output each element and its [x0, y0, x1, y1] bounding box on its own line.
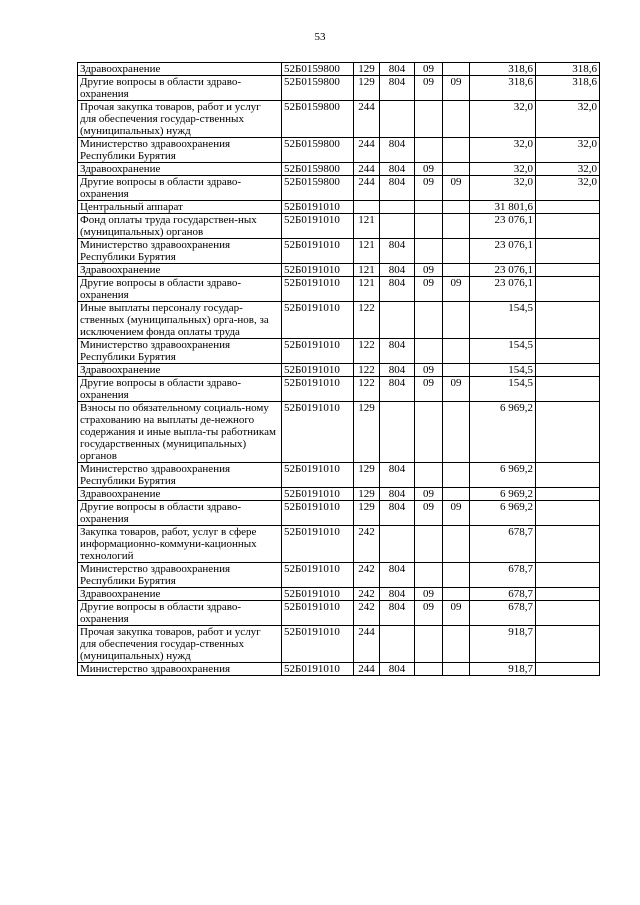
- row-vr-cell: 242: [354, 601, 380, 626]
- row-csr-cell: 52Б0159800: [282, 176, 354, 201]
- row-name-cell: Здравоохранение: [78, 264, 282, 277]
- row-sum1-cell: 154,5: [470, 364, 536, 377]
- row-sum2-cell: [536, 626, 600, 663]
- row-pr-cell: [443, 138, 470, 163]
- table-row: [78, 488, 600, 501]
- row-name-cell: Другие вопросы в области здраво-охранения: [78, 176, 282, 201]
- table-row: [78, 377, 600, 402]
- row-sum2-cell: [536, 601, 600, 626]
- table-row: [78, 339, 600, 364]
- row-sum1-cell: 23 076,1: [470, 214, 536, 239]
- row-sum1-cell: 678,7: [470, 563, 536, 588]
- row-vr-cell: 121: [354, 239, 380, 264]
- row-csr-cell: 52Б0191010: [282, 588, 354, 601]
- row-sum2-cell: [536, 201, 600, 214]
- row-sum1-cell: 918,7: [470, 663, 536, 676]
- row-grbs-cell: [380, 526, 415, 563]
- row-name-cell: Здравоохранение: [78, 63, 282, 76]
- row-csr-cell: 52Б0191010: [282, 601, 354, 626]
- row-sum1-cell: 918,7: [470, 626, 536, 663]
- row-pr-cell: [443, 339, 470, 364]
- table-row: [78, 402, 600, 463]
- row-vr-cell: 122: [354, 302, 380, 339]
- row-sum1-cell: 154,5: [470, 377, 536, 402]
- row-name-cell: Центральный аппарат: [78, 201, 282, 214]
- row-vr-cell: 121: [354, 214, 380, 239]
- row-sum2-cell: 32,0: [536, 101, 600, 138]
- row-vr-cell: 129: [354, 402, 380, 463]
- row-sum1-cell: 154,5: [470, 339, 536, 364]
- row-grbs-cell: 804: [380, 563, 415, 588]
- page-number: 53: [314, 31, 326, 43]
- table-row: [78, 277, 600, 302]
- row-grbs-cell: [380, 302, 415, 339]
- row-pr-cell: [443, 201, 470, 214]
- row-sum2-cell: [536, 377, 600, 402]
- row-rz-cell: [415, 402, 443, 463]
- row-csr-cell: 52Б0159800: [282, 76, 354, 101]
- row-sum1-cell: 23 076,1: [470, 277, 536, 302]
- row-vr-cell: 129: [354, 63, 380, 76]
- row-sum2-cell: 32,0: [536, 163, 600, 176]
- row-csr-cell: 52Б0191010: [282, 526, 354, 563]
- row-pr-cell: [443, 526, 470, 563]
- row-vr-cell: 121: [354, 264, 380, 277]
- row-pr-cell: [443, 563, 470, 588]
- row-grbs-cell: 804: [380, 176, 415, 201]
- row-vr-cell: 122: [354, 364, 380, 377]
- row-vr-cell: 244: [354, 176, 380, 201]
- row-rz-cell: [415, 526, 443, 563]
- row-pr-cell: 09: [443, 377, 470, 402]
- row-grbs-cell: 804: [380, 239, 415, 264]
- row-grbs-cell: 804: [380, 463, 415, 488]
- row-csr-cell: 52Б0191010: [282, 201, 354, 214]
- row-csr-cell: 52Б0191010: [282, 364, 354, 377]
- row-grbs-cell: [380, 201, 415, 214]
- row-pr-cell: [443, 663, 470, 676]
- row-rz-cell: [415, 239, 443, 264]
- row-grbs-cell: 804: [380, 76, 415, 101]
- row-rz-cell: 09: [415, 601, 443, 626]
- table-row: [78, 663, 600, 676]
- table-row: [78, 264, 600, 277]
- row-rz-cell: [415, 214, 443, 239]
- row-sum2-cell: [536, 239, 600, 264]
- row-sum2-cell: 318,6: [536, 63, 600, 76]
- table-row: [78, 302, 600, 339]
- row-pr-cell: [443, 214, 470, 239]
- row-rz-cell: 09: [415, 264, 443, 277]
- row-rz-cell: [415, 663, 443, 676]
- row-sum1-cell: 32,0: [470, 163, 536, 176]
- row-name-cell: Фонд оплаты труда государствен-ных (муниципальных) органов: [78, 214, 282, 239]
- row-sum2-cell: [536, 402, 600, 463]
- row-grbs-cell: [380, 101, 415, 138]
- row-vr-cell: 244: [354, 626, 380, 663]
- row-rz-cell: 09: [415, 76, 443, 101]
- row-csr-cell: 52Б0191010: [282, 302, 354, 339]
- row-name-cell: Министерство здравоохранения Республики Бурятия: [78, 563, 282, 588]
- row-rz-cell: 09: [415, 277, 443, 302]
- row-sum1-cell: 678,7: [470, 588, 536, 601]
- row-pr-cell: 09: [443, 176, 470, 201]
- row-sum1-cell: 678,7: [470, 526, 536, 563]
- row-name-cell: Здравоохранение: [78, 588, 282, 601]
- row-sum1-cell: 32,0: [470, 101, 536, 138]
- row-pr-cell: [443, 588, 470, 601]
- row-csr-cell: 52Б0191010: [282, 663, 354, 676]
- row-grbs-cell: 804: [380, 138, 415, 163]
- row-vr-cell: 242: [354, 563, 380, 588]
- row-grbs-cell: 804: [380, 364, 415, 377]
- table-row: [78, 463, 600, 488]
- row-name-cell: Министерство здравоохранения: [78, 663, 282, 676]
- row-grbs-cell: [380, 402, 415, 463]
- row-csr-cell: 52Б0191010: [282, 264, 354, 277]
- row-rz-cell: 09: [415, 377, 443, 402]
- row-name-cell: Прочая закупка товаров, работ и услуг для обеспечения государ-ственных (муниципальных) нужд: [78, 101, 282, 138]
- row-name-cell: Министерство здравоохранения Республики Бурятия: [78, 463, 282, 488]
- row-vr-cell: 244: [354, 163, 380, 176]
- table-row: [78, 563, 600, 588]
- row-csr-cell: 52Б0191010: [282, 626, 354, 663]
- row-rz-cell: [415, 302, 443, 339]
- row-sum1-cell: 23 076,1: [470, 264, 536, 277]
- row-sum2-cell: [536, 563, 600, 588]
- row-grbs-cell: [380, 214, 415, 239]
- table-row: [78, 101, 600, 138]
- row-sum1-cell: 6 969,2: [470, 488, 536, 501]
- row-csr-cell: 52Б0191010: [282, 501, 354, 526]
- row-rz-cell: 09: [415, 163, 443, 176]
- row-pr-cell: [443, 264, 470, 277]
- table-row: [78, 76, 600, 101]
- row-pr-cell: [443, 402, 470, 463]
- row-csr-cell: 52Б0191010: [282, 239, 354, 264]
- row-sum1-cell: 318,6: [470, 76, 536, 101]
- row-name-cell: Прочая закупка товаров, работ и услуг для обеспечения государ-ственных (муниципальных) нужд: [78, 626, 282, 663]
- row-csr-cell: 52Б0191010: [282, 214, 354, 239]
- row-rz-cell: [415, 563, 443, 588]
- row-sum2-cell: [536, 214, 600, 239]
- row-sum2-cell: [536, 501, 600, 526]
- row-sum2-cell: [536, 663, 600, 676]
- row-name-cell: Другие вопросы в области здраво-охранения: [78, 377, 282, 402]
- row-csr-cell: 52Б0191010: [282, 277, 354, 302]
- row-sum1-cell: 678,7: [470, 601, 536, 626]
- row-csr-cell: 52Б0159800: [282, 163, 354, 176]
- row-grbs-cell: 804: [380, 601, 415, 626]
- row-csr-cell: 52Б0159800: [282, 138, 354, 163]
- row-csr-cell: 52Б0191010: [282, 402, 354, 463]
- row-csr-cell: 52Б0191010: [282, 563, 354, 588]
- row-name-cell: Здравоохранение: [78, 364, 282, 377]
- row-name-cell: Здравоохранение: [78, 488, 282, 501]
- row-sum2-cell: 32,0: [536, 138, 600, 163]
- row-vr-cell: 129: [354, 463, 380, 488]
- row-vr-cell: 122: [354, 377, 380, 402]
- budget-table: [77, 62, 600, 676]
- row-rz-cell: [415, 138, 443, 163]
- row-vr-cell: 129: [354, 76, 380, 101]
- row-rz-cell: 09: [415, 63, 443, 76]
- row-name-cell: Другие вопросы в области здраво-охранения: [78, 277, 282, 302]
- row-name-cell: Министерство здравоохранения Республики Бурятия: [78, 138, 282, 163]
- row-pr-cell: [443, 239, 470, 264]
- row-name-cell: Другие вопросы в области здраво-охранения: [78, 76, 282, 101]
- row-grbs-cell: 804: [380, 488, 415, 501]
- row-grbs-cell: 804: [380, 63, 415, 76]
- table-row: [78, 201, 600, 214]
- row-sum1-cell: 23 076,1: [470, 239, 536, 264]
- row-sum2-cell: [536, 588, 600, 601]
- table-row: [78, 138, 600, 163]
- row-rz-cell: [415, 101, 443, 138]
- row-sum2-cell: [536, 302, 600, 339]
- table-row: [78, 601, 600, 626]
- table-row: [78, 239, 600, 264]
- row-grbs-cell: 804: [380, 663, 415, 676]
- row-sum1-cell: 154,5: [470, 302, 536, 339]
- table-row: [78, 501, 600, 526]
- row-pr-cell: 09: [443, 277, 470, 302]
- row-vr-cell: 244: [354, 101, 380, 138]
- row-pr-cell: [443, 463, 470, 488]
- row-pr-cell: [443, 488, 470, 501]
- row-sum2-cell: [536, 339, 600, 364]
- row-rz-cell: [415, 201, 443, 214]
- table-row: [78, 526, 600, 563]
- row-name-cell: Министерство здравоохранения Республики Бурятия: [78, 239, 282, 264]
- row-name-cell: Иные выплаты персоналу государ-ственных (муниципальных) орга-нов, за исключением фонда оплаты труда: [78, 302, 282, 339]
- row-pr-cell: [443, 101, 470, 138]
- row-sum2-cell: [536, 364, 600, 377]
- row-grbs-cell: 804: [380, 588, 415, 601]
- row-name-cell: Здравоохранение: [78, 163, 282, 176]
- table-row: [78, 63, 600, 76]
- row-rz-cell: 09: [415, 488, 443, 501]
- row-sum1-cell: 32,0: [470, 176, 536, 201]
- row-pr-cell: [443, 364, 470, 377]
- row-rz-cell: 09: [415, 176, 443, 201]
- row-pr-cell: 09: [443, 601, 470, 626]
- row-sum2-cell: 32,0: [536, 176, 600, 201]
- row-grbs-cell: 804: [380, 277, 415, 302]
- table-row: [78, 588, 600, 601]
- table-row: [78, 214, 600, 239]
- row-name-cell: Министерство здравоохранения Республики Бурятия: [78, 339, 282, 364]
- row-csr-cell: 52Б0159800: [282, 101, 354, 138]
- row-grbs-cell: 804: [380, 264, 415, 277]
- row-vr-cell: 244: [354, 663, 380, 676]
- row-vr-cell: 122: [354, 339, 380, 364]
- row-vr-cell: 129: [354, 501, 380, 526]
- row-csr-cell: 52Б0191010: [282, 339, 354, 364]
- table-row: [78, 626, 600, 663]
- row-rz-cell: [415, 463, 443, 488]
- row-sum1-cell: 6 969,2: [470, 463, 536, 488]
- row-csr-cell: 52Б0159800: [282, 63, 354, 76]
- row-rz-cell: 09: [415, 588, 443, 601]
- row-sum1-cell: 31 801,6: [470, 201, 536, 214]
- table-row: [78, 163, 600, 176]
- row-pr-cell: [443, 626, 470, 663]
- row-rz-cell: 09: [415, 501, 443, 526]
- row-vr-cell: 129: [354, 488, 380, 501]
- row-vr-cell: 121: [354, 277, 380, 302]
- row-grbs-cell: 804: [380, 377, 415, 402]
- row-grbs-cell: 804: [380, 163, 415, 176]
- row-pr-cell: [443, 163, 470, 176]
- row-sum2-cell: [536, 463, 600, 488]
- row-csr-cell: 52Б0191010: [282, 488, 354, 501]
- row-pr-cell: [443, 302, 470, 339]
- table-body: [78, 63, 600, 676]
- row-pr-cell: 09: [443, 76, 470, 101]
- row-sum2-cell: [536, 488, 600, 501]
- row-rz-cell: [415, 626, 443, 663]
- row-sum1-cell: 32,0: [470, 138, 536, 163]
- row-name-cell: Другие вопросы в области здраво-охранения: [78, 601, 282, 626]
- row-vr-cell: 244: [354, 138, 380, 163]
- row-sum2-cell: [536, 277, 600, 302]
- row-grbs-cell: 804: [380, 339, 415, 364]
- row-vr-cell: [354, 201, 380, 214]
- table-row: [78, 364, 600, 377]
- row-pr-cell: 09: [443, 501, 470, 526]
- row-sum2-cell: 318,6: [536, 76, 600, 101]
- row-name-cell: Закупка товаров, работ, услуг в сфере информационно-коммуни-кационных технологий: [78, 526, 282, 563]
- row-sum1-cell: 318,6: [470, 63, 536, 76]
- row-sum1-cell: 6 969,2: [470, 402, 536, 463]
- row-name-cell: Другие вопросы в области здраво-охранения: [78, 501, 282, 526]
- row-rz-cell: [415, 339, 443, 364]
- row-sum1-cell: 6 969,2: [470, 501, 536, 526]
- row-sum2-cell: [536, 264, 600, 277]
- row-vr-cell: 242: [354, 526, 380, 563]
- row-vr-cell: 242: [354, 588, 380, 601]
- row-name-cell: Взносы по обязательному социаль-ному страхованию на выплаты де-нежного содержания и иные выпла-ты работникам государственных (муниципальных) органов: [78, 402, 282, 463]
- table-row: [78, 176, 600, 201]
- row-sum2-cell: [536, 526, 600, 563]
- row-pr-cell: [443, 63, 470, 76]
- row-csr-cell: 52Б0191010: [282, 463, 354, 488]
- row-csr-cell: 52Б0191010: [282, 377, 354, 402]
- row-grbs-cell: 804: [380, 501, 415, 526]
- row-rz-cell: 09: [415, 364, 443, 377]
- row-grbs-cell: [380, 626, 415, 663]
